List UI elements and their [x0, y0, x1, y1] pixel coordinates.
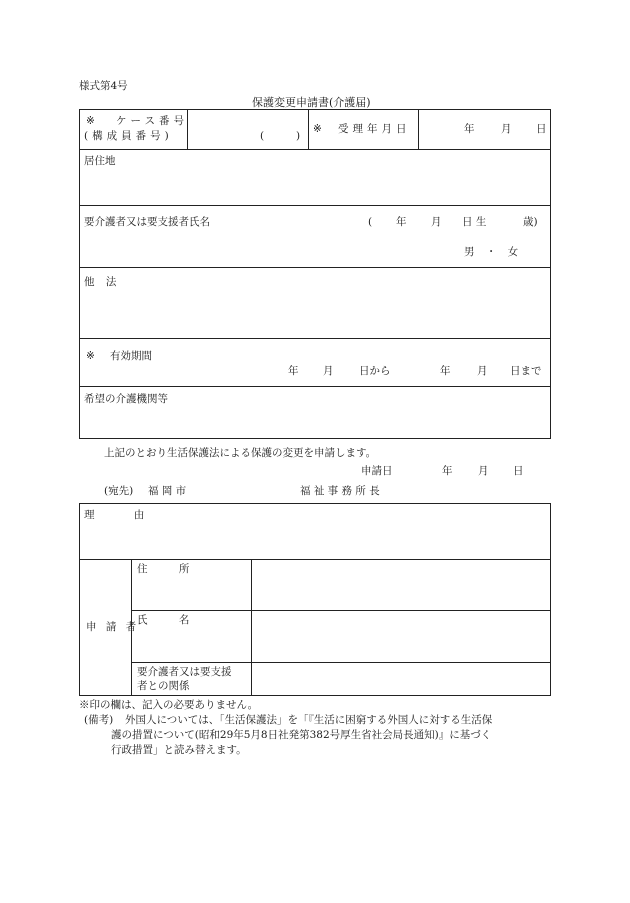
required-mark: ※ [86, 350, 95, 362]
validity-from-label: 日から [359, 365, 391, 377]
addressee-office: 福 祉 事 務 所 長 [300, 485, 380, 497]
applicant-address-field[interactable] [255, 562, 547, 608]
receipt-date-label: 受理年月日 [338, 123, 411, 135]
application-day-label: 日 [513, 465, 524, 477]
validity-month-from: 月 [323, 365, 334, 377]
validity-month-until: 月 [477, 365, 488, 377]
addressee-city: 福 岡 市 [148, 485, 187, 497]
desired-institution-label: 希望の介護機関等 [84, 393, 168, 405]
case-number-label: ケース番号 [116, 115, 188, 127]
remarks-line3: 行政措置」と読み替えます。 [111, 744, 247, 756]
residence-field[interactable] [84, 170, 546, 202]
birth-paren-open: ( [368, 216, 373, 228]
care-recipient-name-label: 要介護者又は要支援者氏名 [84, 216, 210, 228]
application-statement: 上記のとおり生活保護法による保護の変更を申請します。 [104, 447, 377, 459]
required-mark: ※ [86, 115, 95, 127]
member-number-paren-open: ( [260, 130, 265, 142]
page-title: 保護変更申請書(介護届) [252, 96, 371, 109]
addressee-prefix: (宛先) [104, 485, 134, 497]
applicant-label: 申 請 者 [86, 621, 140, 633]
receipt-month-label: 月 [501, 123, 512, 135]
gender-selector[interactable]: 男 ・ 女 [464, 246, 523, 258]
case-number-field[interactable] [190, 113, 305, 146]
birth-year-label: 年 [396, 216, 407, 228]
validity-year-from: 年 [288, 365, 299, 377]
applicant-relation-field[interactable] [255, 665, 547, 693]
receipt-year-label: 年 [464, 123, 475, 135]
application-year-label: 年 [442, 465, 453, 477]
applicant-name-field[interactable] [255, 613, 547, 659]
member-number-paren-close: ) [296, 130, 301, 142]
reason-label: 理 由 [84, 509, 163, 521]
other-law-label: 他 法 [84, 276, 121, 288]
desired-institution-field[interactable] [84, 408, 546, 436]
required-mark: ※ [313, 123, 322, 135]
birth-month-label: 月 [431, 216, 442, 228]
application-date-label: 申請日 [361, 465, 393, 477]
validity-until-label: 日まで [510, 365, 542, 377]
member-number-label: (構成員番号) [84, 130, 173, 142]
applicant-table [79, 503, 551, 696]
main-form-table [79, 109, 551, 439]
application-month-label: 月 [478, 465, 489, 477]
validity-year-until: 年 [440, 365, 451, 377]
validity-period-label: 有効期間 [110, 350, 152, 362]
receipt-date-field[interactable] [421, 113, 547, 146]
reason-field[interactable] [84, 526, 546, 556]
remarks-line2: 護の措置について(昭和29年5月8日社発第382号厚生省社会局長通知)』に基づく [111, 729, 492, 741]
other-law-field[interactable] [84, 292, 546, 334]
age-label: 歳) [523, 216, 538, 228]
receipt-day-label: 日 [536, 123, 547, 135]
note-no-entry: ※印の欄は、記入の必要ありません。 [79, 699, 259, 711]
applicant-address-label: 住 所 [137, 563, 204, 575]
care-recipient-name-field[interactable] [230, 210, 360, 230]
birth-day-label: 日 生 [462, 216, 487, 228]
applicant-name-label: 氏 名 [137, 614, 204, 626]
form-number: 様式第4号 [79, 80, 128, 92]
applicant-relation-label-line1: 要介護者又は要支援 [137, 666, 232, 678]
remarks-prefix: (備考) [84, 714, 114, 726]
residence-label: 居住地 [84, 155, 116, 167]
applicant-relation-label-line2: 者との関係 [137, 680, 190, 692]
remarks-line1: 外国人については、「生活保護法」を「『生活に困窮する外国人に対する生活保 [125, 714, 493, 726]
